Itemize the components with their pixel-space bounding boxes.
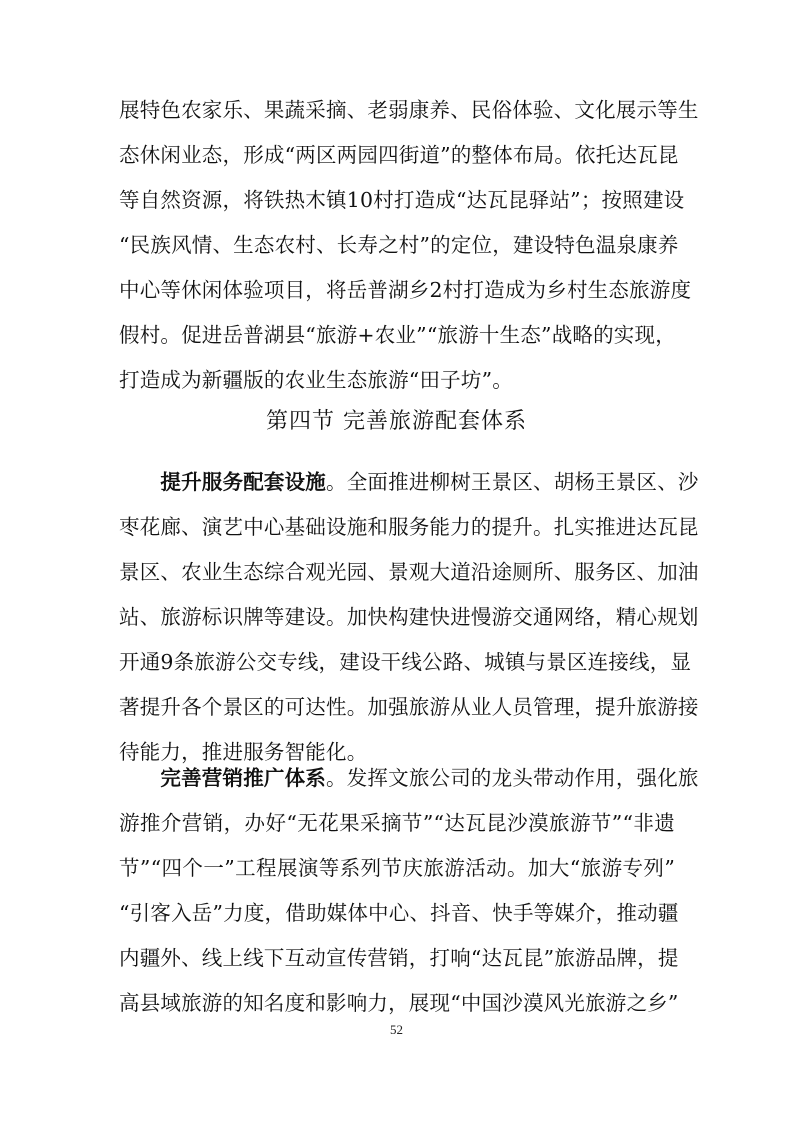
text-line: 高县域旅游的知名度和影响力，展现“中国沙漠风光旅游之乡”: [119, 991, 679, 1015]
text-line: 著提升各个景区的可达性。加强旅游从业人员管理，提升旅游接: [119, 695, 699, 719]
paragraph-heading: 完善营销推广体系: [160, 766, 327, 790]
text-line: 枣花廊、演艺中心基础设施和服务能力的提升。扎实推进达瓦昆: [119, 515, 699, 539]
text-fragment: 。发挥文旅公司的龙头带动作用，强化旅: [326, 766, 699, 790]
paragraph-heading: 提升服务配套设施: [160, 470, 327, 494]
text-line: [119, 460, 699, 505]
text-line: 中心等休闲体验项目，将岳普湖乡2村打造成为乡村生态旅游度: [119, 278, 692, 302]
text-line: 站、旅游标识牌等建设。加快构建快进慢游交通网络，精心规划: [119, 605, 699, 629]
text-line: 展特色农家乐、果蔬采摘、老弱康养、民俗体验、文化展示等生: [119, 98, 699, 122]
text-line: 假村。促进岳普湖县“旅游+农业”“旅游十生态”战略的实现，: [119, 323, 676, 347]
text-line: 内疆外、线上线下互动宣传营销，打响“达瓦昆”旅游品牌，提: [119, 946, 679, 970]
text-line: 态休闲业态，形成“两区两园四街道”的整体布局。依托达瓦昆: [119, 143, 679, 167]
text-line: 游推介营销，办好“无花果采摘节”“达瓦昆沙漠旅游节”“非遗: [119, 811, 675, 835]
page-number: 52: [390, 1022, 403, 1037]
text-line: 打造成为新疆版的农业生态旅游“田子坊”。: [119, 368, 513, 392]
text-line: 景区、农业生态综合观光园、景观大道沿途厕所、服务区、加油: [119, 560, 699, 584]
text-line: 等自然资源，将铁热木镇10村打造成“达瓦昆驿站”；按照建设: [119, 188, 685, 212]
text-line: 节”“四个一”工程展演等系列节庆旅游活动。加大“旅游专列”: [119, 856, 675, 880]
text-line: 开通9条旅游公交专线，建设干线公路、城镇与景区连接线，显: [119, 650, 692, 674]
paragraph-marketing: [119, 756, 699, 1026]
text-line: “引客入岳”力度，借助媒体中心、抖音、快手等媒介，推动疆: [119, 901, 679, 925]
section-title: 第四节 完善旅游配套体系: [266, 409, 527, 434]
paragraph-intro: [119, 88, 699, 403]
paragraph-service: [119, 460, 699, 775]
text-line: 待能力，推进服务智能化。: [119, 740, 368, 764]
text-fragment: 。全面推进柳树王景区、胡杨王景区、沙: [326, 470, 699, 494]
text-line: “民族风情、生态农村、长寿之村”的定位，建设特色温泉康养: [119, 233, 679, 257]
text-line: [119, 756, 699, 801]
